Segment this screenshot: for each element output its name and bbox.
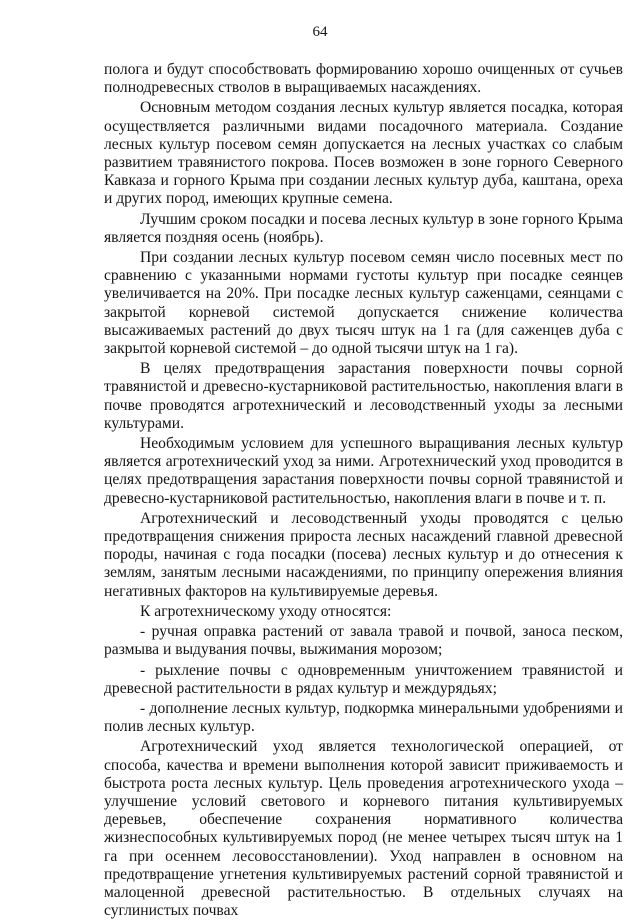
paragraph: полога и будут способствовать формированию хорошо очищенных от сучьев полнодревесных стволов в выращиваемых насаждениях.: [104, 61, 623, 97]
list-item: - ручная оправка растений от завала травой и почвой, заноса песком, размыва и выдувания почвы, выжимания морозом;: [104, 623, 623, 659]
paragraph: Необходимым условием для успешного выращивания лесных культур является агротехнический уход за ними. Агротехнический уход проводится в целях предотвращения зарастания поверхности почвы сорной травянистой и древесно-кустарниковой растительностью, накопления влаги в почве и т. п.: [104, 435, 623, 507]
list-item: - дополнение лесных культур, подкормка минеральными удобрениями и полив лесных культур.: [104, 699, 623, 736]
paragraph: К агротехническому уходу относятся:: [140, 602, 392, 620]
paragraph: Агротехнический уход является технологической операцией, от способа, качества и времени выполнения которой зависит приживаемость и быстрота роста лесных культур. Цель проведения агротехнического ухода – улучшение условий светового и корневого питания культивируемых деревьев, обеспечение сохранения нормативного количества жизнеспособных культивируемых пород (не менее четырех тысяч штук на 1 га при осеннем лесовосстановлении). Уход направлен в основном на предотвращение угнетения культивируемых растений сорной травянистой и малоценной древесной растительностью. В отдельных случаях на суглинистых почвах: [104, 738, 623, 920]
paragraph: При создании лесных культур посевом семян число посевных мест по сравнению с указанными нормами густоты культур при посадке сеянцев увеличивается на 20%. При посадке лесных культур саженцами, сеянцами с закрытой корневой системой допускается снижение количества высаживаемых растений до двух тысяч штук на 1 га (для саженцев дуба с закрытой корневой системой – до одной тысячи штук на 1 га).: [104, 249, 623, 358]
paragraph: Лучшим сроком посадки и посева лесных культур в зоне горного Крыма является поздняя осень (ноябрь).: [104, 210, 623, 246]
paragraph: В целях предотвращения зарастания поверхности почвы сорной травянистой и древесно-кустарниковой растительностью, накопления влаги в почве проводятся агротехнический и лесоводственный уходы за лесными культурами.: [104, 360, 623, 432]
body-text: [104, 61, 623, 922]
list-item: - рыхление почвы с одновременным уничтожением травянистой и древесной растительности в рядах культур и междурядьях;: [104, 661, 623, 697]
paragraph: Агротехнический и лесоводственный уходы проводятся с целью предотвращения снижения прироста лесных насаждений главной древесной породы, начиная с года посадки (посева) лесных культур и до отнесения к землям, занятым лесными насаждениями, по принципу опережения влияния негативных факторов на культивируемые деревья.: [104, 509, 623, 600]
page-number: 64: [312, 24, 328, 40]
paragraph: Основным методом создания лесных культур является посадка, которая осуществляется различными видами посадочного материала. Создание лесных культур посевом семян допускается на лесных участках со слабым развитием травянистого покрова. Посев возможен в зоне горного Северного Кавказа и горного Крыма при создании лесных культур дуба, каштана, ореха и других пород, имеющих крупные семена.: [104, 99, 623, 208]
